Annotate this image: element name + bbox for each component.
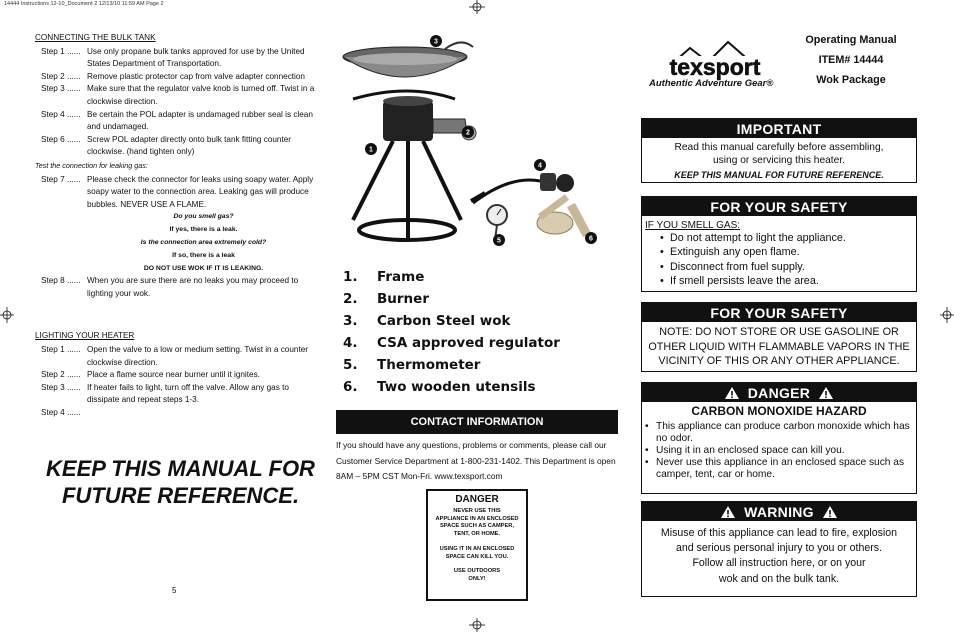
bulk-step: Step 1 ...... Use only propane bulk tanks approved for use by the United States Department of Transportation.	[41, 46, 305, 69]
safety-title: FOR YOUR SAFETY	[642, 303, 916, 322]
parts-list	[343, 266, 560, 398]
bulk-step-7: Step 7 ...... Please check the connector for leaks using soapy water. Apply soapy water to the connection area. Leaking gas will produce bubbles. NEVER USE A FLAME.	[41, 174, 314, 209]
page-number: 5	[172, 586, 177, 595]
leak-test-label: Test the connection for leaking gas:	[35, 160, 148, 170]
callout-1: 1	[369, 146, 373, 154]
co-hazard-list	[645, 421, 916, 481]
warning-triangle-icon	[720, 505, 736, 519]
parts-list-item: 5. Thermometer	[343, 357, 481, 373]
registration-mark-right	[940, 305, 954, 325]
item-number: ITEM# 14444	[818, 54, 884, 66]
gas-safety-list	[660, 231, 916, 288]
callout-6: 6	[589, 235, 593, 243]
smell-gas-label: IF YOU SMELL GAS:	[645, 220, 741, 231]
co-hazard-subtitle: CARBON MONOXIDE HAZARD	[691, 404, 867, 418]
parts-list-item: 4. CSA approved regulator	[343, 335, 560, 351]
list-item: • If smell persists leave the area.	[660, 274, 916, 288]
leak-answer: If so, there is a leak	[172, 251, 235, 259]
warning-triangle-icon	[822, 505, 838, 519]
danger-title-bar: DANGER	[642, 383, 916, 402]
bulk-step: Step 4 ...... Be certain the POL adapter is undamaged rubber seal is clean and undamaged.	[41, 109, 313, 132]
callout-4: 4	[538, 162, 542, 170]
registration-mark-bottom	[467, 618, 487, 632]
safety-vapor-box: FOR YOUR SAFETY NOTE: DO NOT STORE OR USE GASOLINE OR OTHER LIQUID WITH FLAMMABLE VAPORS IN THE VICINITY OF THIS OR ANY OTHER APPLIANCE.	[641, 302, 917, 372]
svg-text:texsport: texsport	[669, 54, 761, 80]
warning-triangle-icon	[724, 386, 740, 400]
contact-heading: CONTACT INFORMATION	[336, 410, 618, 434]
warning-title-bar: WARNING	[642, 502, 916, 521]
list-item: • Do not attempt to light the appliance.	[660, 231, 916, 245]
bulk-step: Step 6 ...... Screw POL adapter directly onto bulk tank fitting counter clockwise. (hand tighten only)	[41, 134, 292, 157]
callout-5: 5	[497, 237, 501, 245]
parts-list-item: 2. Burner	[343, 291, 429, 307]
brand-tagline: Authentic Adventure Gear®	[649, 78, 774, 89]
lighting-step: Step 2 ...... Place a flame source near burner until it ignites.	[41, 370, 260, 380]
contact-text: If you should have any questions, problems or comments, please call our Customer Service Department at 1-800-231-1402. This Department is open 8AM – 5PM CST Mon-Fri. www.texsport.com	[336, 440, 616, 482]
registration-mark-top	[467, 0, 487, 14]
lighting-step: Step 3 ...... If heater fails to light, turn off the valve. Allow any gas to dissipate and repeat steps 1-3.	[41, 382, 289, 405]
keep-manual-banner: KEEP THIS MANUAL FOR FUTURE REFERENCE.	[46, 456, 315, 508]
parts-list-item: 1. Frame	[343, 269, 425, 285]
warning-box: WARNING Misuse of this appliance can lead to fire, explosion and serious personal injury to you or others. Follow all instruction here, or on your wok and on the bulk tank.	[641, 501, 917, 597]
parts-list-item: 3. Carbon Steel wok	[343, 313, 511, 329]
keep-manual-note: KEEP THIS MANUAL FOR FUTURE REFERENCE.	[674, 170, 884, 180]
bulk-step: Step 3 ...... Make sure that the regulator valve knob is turned off. Twist in a clockwise direction.	[41, 84, 315, 106]
print-slug: 14444 Instructions 12-10_Document 2 12/13/10 11:59 AM Page 2	[4, 1, 164, 7]
danger-enclosed-text: NEVER USE THIS APPLIANCE IN AN ENCLOSED SPACE SUCH AS CAMPER, TENT, OR HOME. USING IT IN AN ENCLOSED SPACE CAN KILL YOU. USE OUTDOORS ONLY!	[435, 508, 519, 582]
warning-triangle-icon	[818, 386, 834, 400]
important-title: IMPORTANT	[642, 119, 916, 138]
important-box: IMPORTANT Read this manual carefully before assembling, using or servicing this heater. KEEP THIS MANUAL FOR FUTURE REFERENCE.	[641, 118, 917, 183]
danger-co-box	[641, 382, 917, 494]
list-item: • Never use this appliance in an enclosed space such as camper, tent, car or home.	[645, 457, 916, 481]
registration-mark-left	[0, 305, 14, 325]
leak-warning: DO NOT USE WOK IF IT IS LEAKING.	[143, 264, 264, 272]
list-item: • Disconnect from fuel supply.	[660, 260, 916, 274]
leak-question: Is the connection area extremely cold?	[140, 238, 267, 246]
manual-header	[790, 30, 912, 90]
danger-enclosed-title: DANGER	[455, 494, 499, 505]
list-item: • This appliance can produce carbon monoxide which has no odor.	[645, 421, 916, 445]
manual-title: Operating Manual	[805, 34, 897, 46]
list-item: • Extinguish any open flame.	[660, 245, 916, 259]
package-name: Wok Package	[816, 74, 886, 86]
bulk-step: Step 2 ...... Remove plastic protector cap from valve adapter connection	[41, 71, 305, 81]
product-illustration	[335, 35, 605, 260]
bulk-tank-heading: CONNECTING THE BULK TANK	[35, 33, 156, 42]
danger-enclosed-box	[426, 489, 528, 601]
instructions-column: CONNECTING THE BULK TANK Step 1 ...... Use only propane bulk tanks approved for use by the United States Department of Transportation. Step 2 ...... Remove plastic protector cap from valve adapter connection Step 3 ...... Make sure that the regulator valve knob is turned off. Twist in a clockwise direction. Step 4 ...... Be certain the POL adapter is undamaged rubber seal is clean and undamaged. Step 6 ...... Screw POL adapter directly onto bulk tank fitting counter clockwise. (hand tighten only) Test the connection for leaking gas: Step 7 ...... Please check the connector for leaks using soapy water. Apply soapy water to the connection area. Leaking gas will produce bubbles. NEVER USE A FLAME. Do you smell gas? If yes, there is a leak. Is the connection area extremely cold? If so, there is a leak DO NOT USE WOK IF IT IS LEAKING. Step 8 ...... When you are sure there are no leaks you may proceed to lighting your wok. LIGHTING YOUR HEATER Step 1 ...... Open the valve to a low or medium setting. Twist in a counter clockwise direction. Step 2 ...... Place a flame source near burner until it ignites. Step 3 ...... If heater fails to light, turn off the valve. Allow any gas to dissipate and repeat steps 1-3. Step 4 ......	[35, 32, 320, 407]
lighting-step: Step 1 ...... Open the valve to a low or medium setting. Twist in a counter clockwise direction.	[41, 345, 309, 367]
safety-gas-box	[641, 196, 917, 292]
leak-question: Do you smell gas?	[173, 213, 234, 221]
safety-title: FOR YOUR SAFETY	[642, 197, 916, 216]
leak-answer: If yes, there is a leak.	[169, 226, 238, 234]
lighting-heading: LIGHTING YOUR HEATER	[35, 331, 135, 341]
parts-list-item: 6. Two wooden utensils	[343, 379, 536, 395]
list-item: • Using it in an enclosed space can kill you.	[645, 445, 916, 457]
callout-2: 2	[466, 129, 470, 137]
bulk-step-8: Step 8 ...... When you are sure there are no leaks you may proceed to lighting your wok.	[41, 276, 299, 298]
callout-3: 3	[434, 38, 438, 46]
